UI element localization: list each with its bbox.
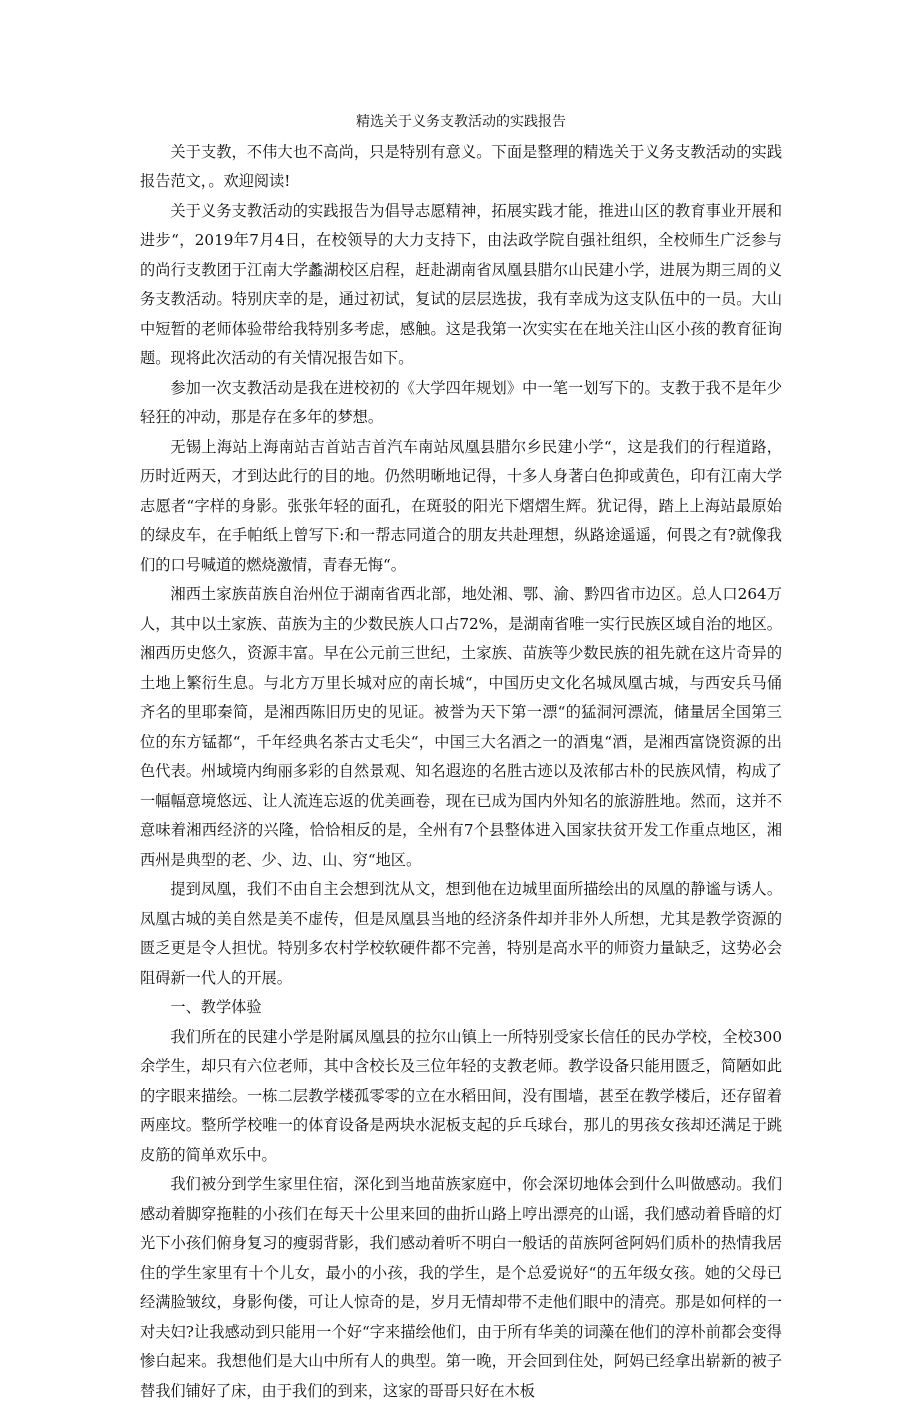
paragraph-journey: 无锡上海站上海南站吉首站吉首汽车南站凤凰县腊尔乡民建小学“，这是我们的行程道路，历时近两天，才到达此行的目的地。仍然明晰地记得，十多人身著白色抑或黄色，印有江南大学志愿者“字样的身影。张张年轻的面孔，在斑驳的阳光下熠熠生辉。犹记得，踏上上海站最原始的绿皮车，在手帕纸上曾写下:和一帮志同道合的朋友共赴理想，纵路途遥遥，何畏之有?就像我们的口号喊道的燃烧激情，青春无悔“。: [140, 437, 782, 574]
paragraph-school: 我们所在的民建小学是附属凤凰县的拉尔山镇上一所特别受家长信任的民办学校，全校300余学生，却只有六位老师，其中含校长及三位年轻的支教老师。教学设备只能用匮乏，简陋如此的字眼来描绘。一栋二层教学楼孤零零的立在水稻田间，没有围墙，甚至在教学楼后，还存留着两座坟。整所学校唯一的体育设备是两块水泥板支起的乒乓球台，那儿的男孩女孩却还满足于跳皮筋的简单欢乐中。: [140, 1027, 782, 1164]
section-heading: 一、教学体验: [170, 998, 262, 1016]
paragraph-fenghuang: 提到凤凰，我们不由自主会想到沈从文，想到他在边城里面所描绘出的凤凰的静谧与诱人。凤凰古城的美自然是美不虚传，但是凤凰县当地的经济条件却并非外人所想，尤其是教学资源的匮乏更是令人担忧。特别多农村学校软硬件都不完善，特别是高水平的师资力量缺乏，这势必会阻碍新一代人的开展。: [140, 880, 782, 987]
paragraph-overview: 关于义务支教活动的实践报告为倡导志愿精神，拓展实践才能，推进山区的教育事业开展和进步“，2019年7月4日，在校领导的大力支持下，由法政学院自强社组织，全校师生广泛参与的尚行支教团于江南大学蠡湖校区启程，赶赴湖南省凤凰县腊尔山民建小学，进展为期三周的义务支教活动。特别庆幸的是，通过初试，复试的层层选拔，我有幸成为这支队伍中的一员。大山中短暂的老师体验带给我特别多考虑，感触。这是我第一次实实在在地关注山区小孩的教育征询题。现将此次活动的有关情况报告如下。: [140, 201, 782, 367]
paragraph-xiangxi: 湘西土家族苗族自治州位于湖南省西北部，地处湘、鄂、渝、黔四省市边区。总人口264万人，其中以土家族、苗族为主的少数民族人口占72%，是湖南省唯一实行民族区域自治的地区。湘西历史悠久，资源丰富。早在公元前三世纪，土家族、苗族等少数民族的祖先就在这片奇异的土地上繁衍生息。与北方万里长城对应的南长城“，中国历史文化名城凤凰古城，与西安兵马俑齐名的里耶秦简，是湘西陈旧历史的见证。被誉为天下第一漂“的猛洞河漂流，储量居全国第三位的东方锰都“，千年经典名茶古丈毛尖“，中国三大名酒之一的酒鬼“酒，是湘西富饶资源的出色代表。州域境内绚丽多彩的自然景观、知名遐迩的名胜古迹以及浓郁古朴的民族风情，构成了一幅幅意境悠远、让人流连忘返的优美画卷，现在已成为国内外知名的旅游胜地。然而，这并不意味着湘西经济的兴隆，恰恰相反的是，全州有7个县整体进入国家扶贫开发工作重点地区，湘西州是典型的老、少、边、山、穷“地区。: [140, 585, 782, 869]
document-title: 精选关于义务支教活动的实践报告: [356, 114, 566, 130]
paragraph-homestay: 我们被分到学生家里住宿，深化到当地苗族家庭中，你会深切地体会到什么叫做感动。我们感动着脚穿拖鞋的小孩们在每天十公里来回的曲折山路上哼出漂亮的山谣，我们感动着昏暗的灯光下小孩们俯身复习的瘦弱背影，我们感动着听不明白一般话的苗族阿爸阿妈们质朴的热情我居住的学生家里有十个儿女，最小的小孩，我的学生，是个总爱说好“的五年级女孩。她的父母已经满脸皱纹，身影佝偻，可让人惊奇的是，岁月无情却带不走他们眼中的清亮。那是如何样的一对夫妇?让我感动到只能用一个好“字来描绘他们，由于所有华美的词藻在他们的淳朴前都会变得惨白起来。我想他们是大山中所有人的典型。第一晚，开会回到住处，阿妈已经拿出崭新的被子替我们铺好了床，由于我们的到来，这家的哥哥只好在木板: [140, 1175, 782, 1400]
document-body: [140, 108, 782, 1406]
paragraph-intro: 关于支教，不伟大也不高尚，只是特别有意义。下面是整理的精选关于义务支教活动的实践报告范文，。欢迎阅读!: [140, 142, 782, 190]
paragraph-motivation: 参加一次支教活动是我在进校初的《大学四年规划》中一笔一划写下的。支教于我不是年少轻狂的冲动，那是存在多年的梦想。: [140, 378, 782, 426]
